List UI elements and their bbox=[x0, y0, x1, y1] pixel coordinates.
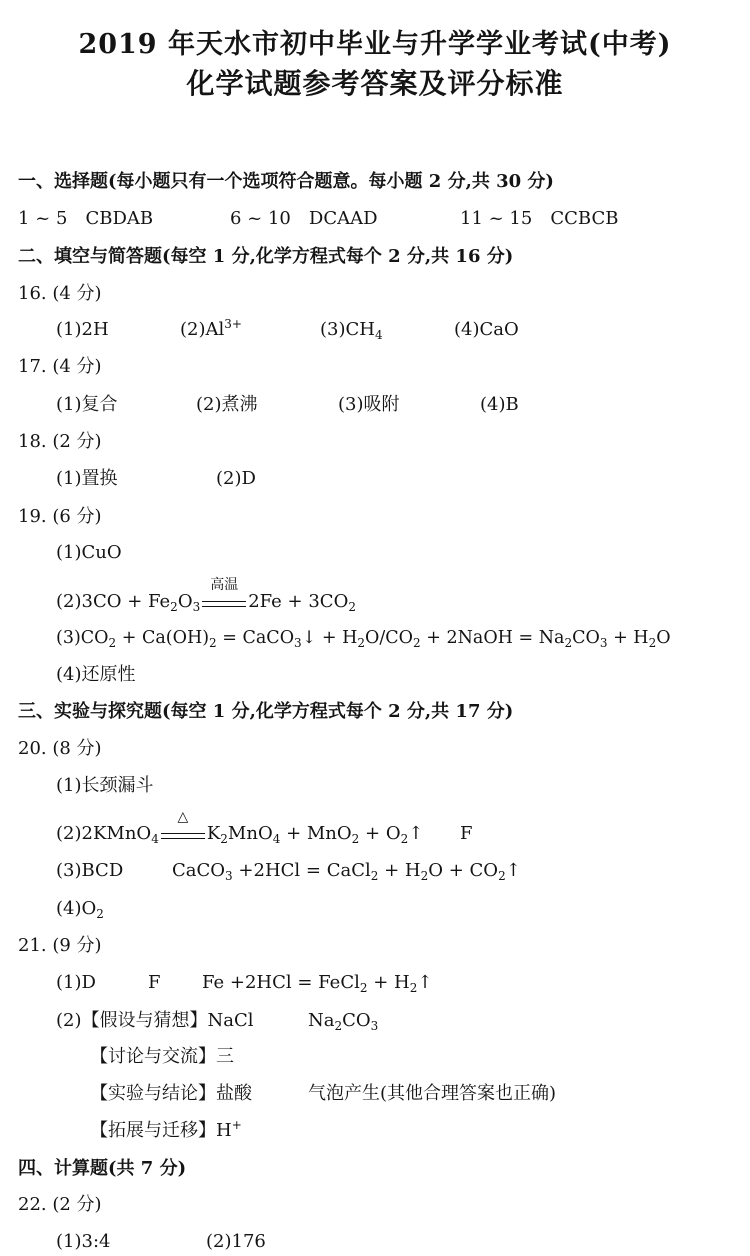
q20-answer-4: $(4)O_2$ bbox=[56, 898, 104, 921]
q16-answer-4: (4)CaO bbox=[454, 319, 519, 340]
choice-group-2: 6 ~ 10 DCAAD bbox=[230, 208, 378, 229]
q21-answer-5: 【拓展与迁移】H+ bbox=[90, 1118, 242, 1141]
q16-answers: (1)2H $(2)Al^{3+}$ $(3)CH_4$ (4)CaO bbox=[56, 317, 519, 342]
q20-answer-2-equation: (2)2KMnO$_4$ △ $K_2MnO_4 + MnO_2$ + $O_2↑$ F bbox=[56, 809, 473, 846]
q19-answer-4: (4)还原性 bbox=[56, 664, 136, 685]
reaction-condition-high-temp: 高温 bbox=[200, 590, 248, 614]
q17-answers: (1)复合 (2)煮沸 (3)吸附 (4)B bbox=[56, 394, 519, 415]
q20-label: 20. (8 分) bbox=[18, 738, 102, 759]
q19-answer-1: (1)CuO bbox=[56, 542, 122, 563]
q16-answer-2: $(2)Al^{3+}$ bbox=[180, 317, 242, 340]
choice-group-3: 11 ~ 15 CCBCB bbox=[460, 208, 619, 229]
q22-label: 22. (2 分) bbox=[18, 1194, 102, 1215]
q20-answer-1: (1)长颈漏斗 bbox=[56, 775, 154, 796]
q16-answer-3: $(3)CH_4$ bbox=[320, 319, 383, 342]
q21-answer-2: (2)【假设与猜想】NaCl $Na_2CO_3$ bbox=[56, 1010, 379, 1033]
q21-answer-4: 【实验与结论】盐酸 气泡产生(其他合理答案也正确) bbox=[90, 1083, 557, 1104]
q19-label: 19. (6 分) bbox=[18, 506, 102, 527]
section4-header: 四、计算题(共 7 分) bbox=[18, 1158, 187, 1179]
q21-answer-1: (1)D F Fe +2HCl = FeCl$_2$ + $H_2↑$ bbox=[56, 972, 433, 995]
q16-label: 16. (4 分) bbox=[18, 283, 102, 304]
choice-group-1: 1 ~ 5 CBDAB bbox=[18, 208, 154, 229]
q21-answer-3: 【讨论与交流】三 bbox=[90, 1046, 234, 1067]
q20-answer-3: (3)BCD CaCO$_3$ +2HCl = CaCl$_2$ + $H_2O$ + $CO_2↑$ bbox=[56, 860, 521, 883]
q18-answers: (1)置换 (2)D bbox=[56, 468, 256, 489]
section3-header: 三、实验与探究题(每空 1 分,化学方程式每个 2 分,共 17 分) bbox=[18, 701, 514, 722]
document-title-line2: 化学试题参考答案及评分标准 bbox=[186, 67, 564, 100]
section1-header: 一、选择题(每小题只有一个选项符合题意。每小题 2 分,共 30 分) bbox=[18, 171, 554, 192]
q19-answer-3-equation: $(3)CO_2 + Ca(OH)_2$ = CaCO$_3$↓ + $H_2O/CO_2$ + 2NaOH = $Na_2CO_3 + H_2O$ bbox=[56, 628, 671, 650]
q17-label: 17. (4 分) bbox=[18, 356, 102, 377]
section2-header: 二、填空与简答题(每空 1 分,化学方程式每个 2 分,共 16 分) bbox=[18, 246, 514, 267]
q19-answer-2-equation: $(2)3CO + Fe_2O_3$ 高温 $2Fe + 3CO_2$ bbox=[56, 577, 356, 614]
document-title-line1: 2019 年天水市初中毕业与升学学业考试(中考) bbox=[78, 29, 672, 60]
q21-label: 21. (9 分) bbox=[18, 935, 102, 956]
q22-answers: (1)3:4 (2)176 bbox=[56, 1231, 266, 1252]
reaction-condition-heat: △ bbox=[159, 822, 207, 846]
q18-label: 18. (2 分) bbox=[18, 431, 102, 452]
